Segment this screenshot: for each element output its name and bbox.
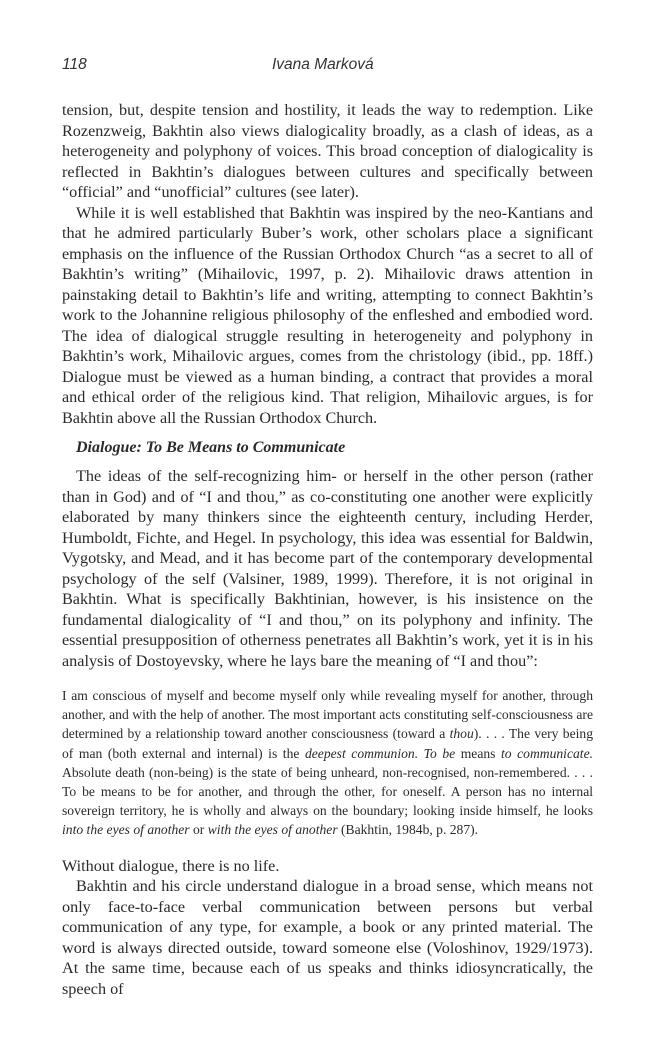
quote-text-segment: I am conscious of myself and become myself only while revealing myself for another, through another, and with the help of another. The most important acts constituting self-consciousness are determined by a relationship toward another consciousness (toward a	[62, 688, 593, 742]
running-title: Ivana Marková	[272, 56, 374, 73]
quote-emphasis: deepest communion. To be	[304, 745, 456, 761]
quote-emphasis: into the eyes of another	[62, 822, 190, 838]
paragraph-i-and-thou: The ideas of the self-recognizing him- or herself in the other person (rather than in God) and of “I and thou,” as co-constituting one another were explicitly elaborated by many thinkers since the eighteenth century, including Herder, Humboldt, Fichte, and Hegel. In psychology, this idea was essential for Baldwin, Vygotsky, and Mead, and it has become part of the contemporary developmental psychology of the self (Valsiner, 1989, 1999). Therefore, it is not original in Bakhtin. What is specifically Bakhtinian, however, is his insistence on the fundamental dialogicality of “I and thou,” on its polyphony and infinity. The essential presupposition of otherness penetrates all Bakhtin’s work, yet it is in his analysis of Dostoyevsky, where he lays bare the meaning of “I and thou”:	[62, 467, 593, 670]
paragraph-bakhtin-circle: Bakhtin and his circle understand dialogue in a broad sense, which means not only face-to-face verbal communication between persons but verbal communication of any type, for example, a book or any printed material. The word is always directed outside, toward someone else (Voloshinov, 1929/1973). At the same time, because each of us speaks and thinks idiosyncratically, the speech of	[62, 877, 593, 998]
quote-text-segment: (Bakhtin, 1984b, p. 287).	[337, 822, 479, 838]
quote-text-segment: ). . . . The very being of man (both external and internal) is the	[62, 726, 593, 761]
quote-text-segment: or	[189, 822, 208, 838]
quote-emphasis: thou	[449, 726, 474, 742]
quote-emphasis: with the eyes of another	[207, 822, 338, 838]
book-page	[62, 56, 593, 999]
section-heading: Dialogue: To Be Means to Communicate	[76, 439, 346, 456]
quote-emphasis: to communicate.	[501, 745, 593, 761]
paragraph-continued: tension, but, despite tension and hostility, it leads the way to redemption. Like Rozenzweig, Bakhtin also views dialogicality broadly, as a clash of ideas, as a heterogeneity and polyphony of voices. This broad conception of dialogicality is reflected in Bakhtin’s dialogues between cultures and specifically between “official” and “unofficial” cultures (see later).	[62, 101, 593, 201]
quote-text-segment: means	[455, 745, 501, 761]
quote-text	[62, 686, 593, 840]
running-header	[62, 56, 593, 82]
paragraph-no-dialogue: Without dialogue, there is no life.	[62, 856, 280, 875]
page-number: 118	[62, 56, 87, 73]
body-text	[62, 100, 593, 999]
block-quote	[62, 686, 593, 840]
quote-text-segment: Absolute death (non-being) is the state of being unheard, non-recognised, non-remembered. . . . To be means to be for another, and through the other, for oneself. A person has no internal sovereign territory, he is wholly and always on the boundary; looking inside himself, he looks	[62, 764, 593, 819]
paragraph-mihailovic: While it is well established that Bakhtin was inspired by the neo-Kantians and that he admired particularly Buber’s work, other scholars place a significant emphasis on the influence of the Russian Orthodox Church “as a secret to all of Bakhtin’s writing” (Mihailovic, 1997, p. 2). Mihailovic draws attention in painstaking detail to Bakhtin’s life and writing, attempting to connect Bakhtin’s work to the Johannine religious philosophy of the enfleshed and embodied word. The idea of dialogical struggle resulting in heterogeneity and polyphony in Bakhtin’s work, Mihailovic argues, comes from the christology (ibid., pp. 18ff.) Dialogue must be viewed as a human binding, a contract that provides a moral and ethical order of the religious kind. That religion, Mihailovic argues, is for Bakhtin above all the Russian Orthodox Church.	[62, 203, 593, 427]
